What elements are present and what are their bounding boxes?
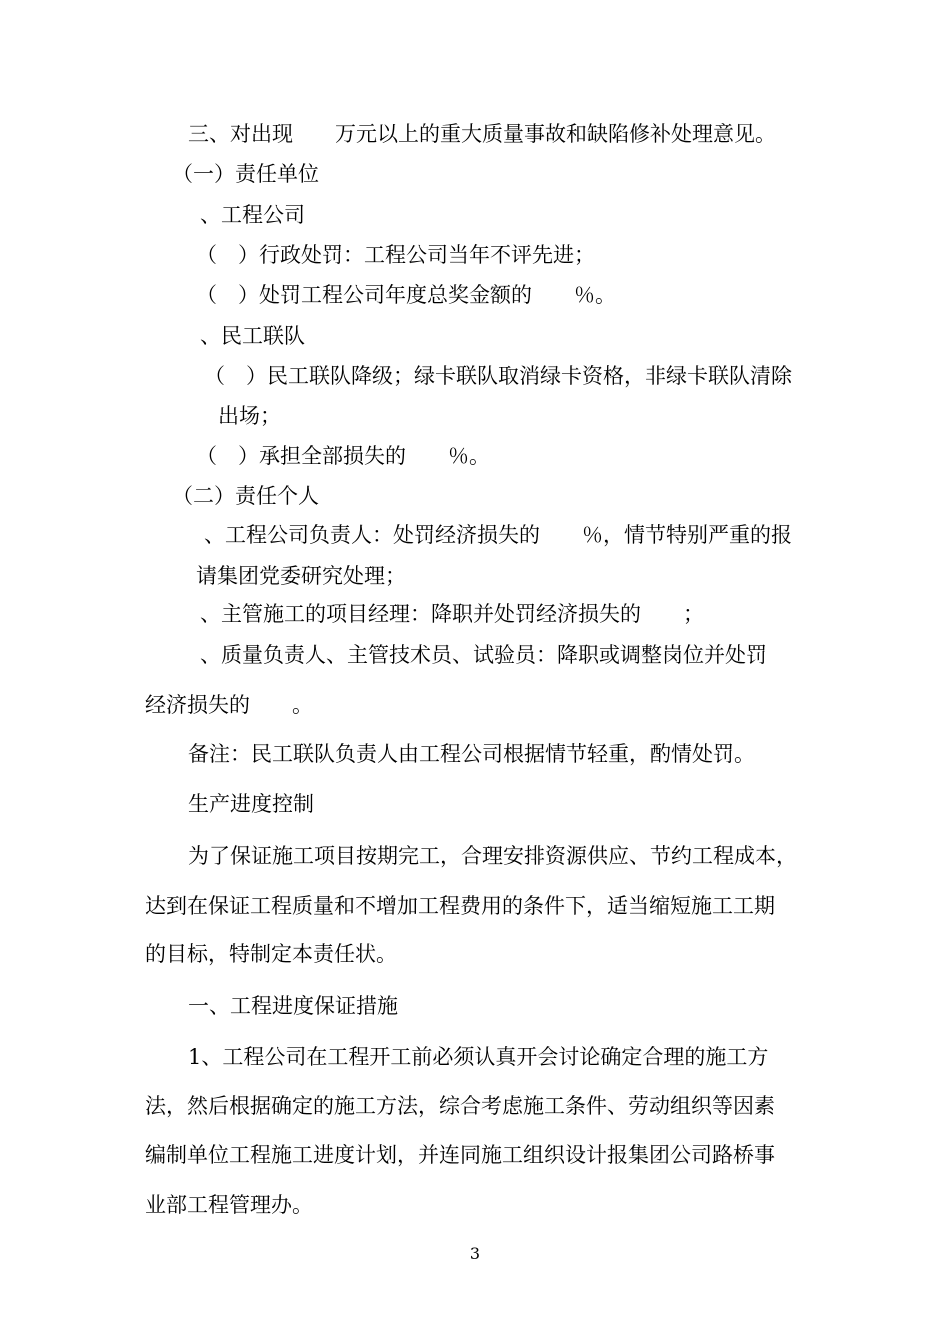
unit-heading: （一）责任单位 <box>172 162 319 186</box>
individual-item-1-line-1: 、工程公司负责人：处罚经济损失的 ％，情节特别严重的报 <box>204 523 792 547</box>
note: 备注：民工联队负责人由工程公司根据情节轻重，酌情处罚。 <box>188 742 755 766</box>
intro-line-2: 达到在保证工程质量和不增加工程费用的条件下，适当缩短施工工期 <box>145 894 775 918</box>
company-heading: 、工程公司 <box>200 203 305 227</box>
individual-item-2: 、主管施工的项目经理：降职并处罚经济损失的 ； <box>200 602 704 626</box>
intro-line-3: 的目标，特制定本责任状。 <box>145 942 397 966</box>
team-item-1-line-2: 出场； <box>218 404 281 428</box>
individual-heading: （二）责任个人 <box>172 484 319 508</box>
individual-item-3-line-1: 、质量负责人、主管技术员、试验员：降职或调整岗位并处罚 <box>200 643 767 667</box>
measure-1-line-3: 编制单位工程施工进度计划，并连同施工组织设计报集团公司路桥事 <box>145 1143 775 1167</box>
individual-item-3-line-2: 经济损失的 。 <box>145 693 313 717</box>
measures-heading: 一、工程进度保证措施 <box>188 994 398 1018</box>
progress-title: 生产进度控制 <box>188 792 314 816</box>
section3-heading: 三、对出现 万元以上的重大质量事故和缺陷修补处理意见。 <box>188 122 776 146</box>
page-number: 3 <box>469 1244 481 1263</box>
intro-line-1: 为了保证施工项目按期完工，合理安排资源供应、节约工程成本， <box>188 844 797 868</box>
team-item-2: （ ）承担全部损失的 ％。 <box>196 444 490 468</box>
team-heading: 、民工联队 <box>200 324 305 348</box>
company-item-1: （ ）行政处罚：工程公司当年不评先进； <box>196 243 595 267</box>
team-item-1-line-1: （ ）民工联队降级；绿卡联队取消绿卡资格，非绿卡联队清除 <box>204 364 792 388</box>
measure-1-line-2: 法，然后根据确定的施工方法，综合考虑施工条件、劳动组织等因素 <box>145 1094 775 1118</box>
individual-item-1-line-2: 请集团党委研究处理； <box>196 564 406 588</box>
measure-1-line-1: 1、工程公司在工程开工前必须认真开会讨论确定合理的施工方 <box>188 1045 769 1069</box>
measure-1-line-4: 业部工程管理办。 <box>145 1193 313 1217</box>
company-item-2: （ ）处罚工程公司年度总奖金额的 ％。 <box>196 283 616 307</box>
